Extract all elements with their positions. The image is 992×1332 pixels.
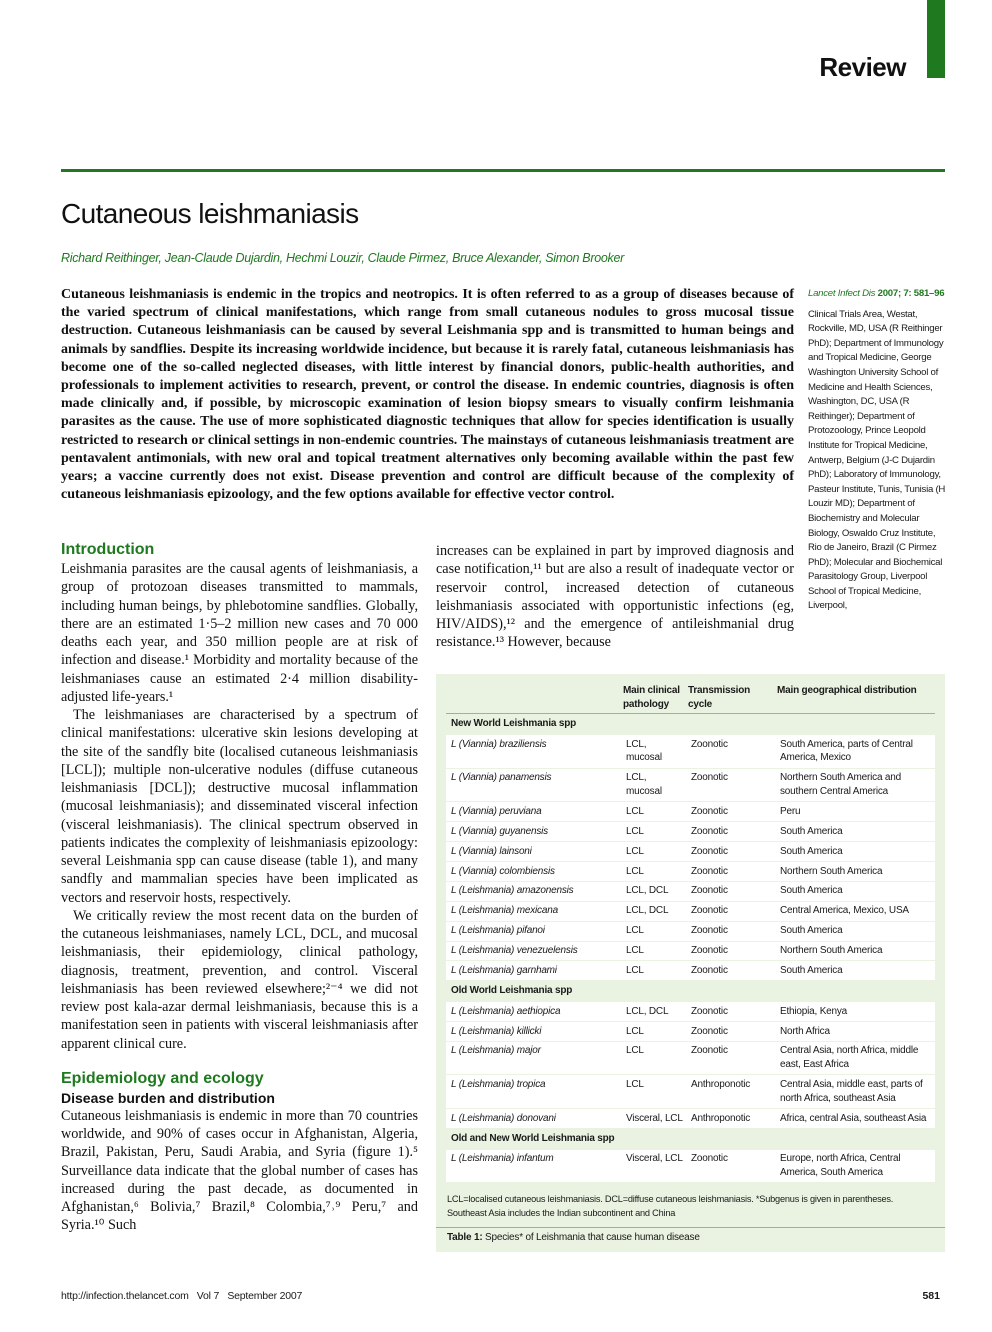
- distribution-cell: Central Asia, middle east, parts of north Africa, southeast Asia: [775, 1075, 935, 1109]
- species-cell: L (Leishmania) garnhami: [446, 961, 621, 981]
- table-caption-text: Species* of Leishmania that cause human disease: [485, 1232, 700, 1243]
- distribution-cell: Northern South America: [775, 861, 935, 881]
- distribution-cell: South America: [775, 961, 935, 981]
- body-column-2: [436, 542, 794, 652]
- transmission-cell: Zoonotic: [686, 1041, 775, 1075]
- author-list: Richard Reithinger, Jean-Claude Dujardin, Hechmi Louzir, Claude Pirmez, Bruce Alexander, Simon Brooker: [61, 251, 624, 265]
- journal-name: Lancet Infect Dis: [808, 288, 876, 299]
- table-row: [446, 921, 935, 941]
- table-row: [446, 881, 935, 901]
- table-row: [446, 735, 935, 769]
- article-title: Cutaneous leishmaniasis: [61, 198, 359, 229]
- species-cell: L (Viannia) panamensis: [446, 768, 621, 802]
- distribution-cell: South America: [775, 881, 935, 901]
- species-cell: L (Leishmania) killicki: [446, 1021, 621, 1041]
- distribution-cell: South America: [775, 822, 935, 842]
- footer-journal-info: http://infection.thelancet.com Vol 7 September 2007: [61, 1290, 303, 1302]
- table-row: [446, 1021, 935, 1041]
- page-number: 581: [922, 1290, 940, 1302]
- table-1: [446, 680, 935, 1183]
- transmission-cell: Zoonotic: [686, 822, 775, 842]
- table-row: [446, 802, 935, 822]
- species-cell: L (Viannia) braziliensis: [446, 735, 621, 769]
- header-rule: [61, 169, 945, 172]
- distribution-cell: North Africa: [775, 1021, 935, 1041]
- table-row: [446, 1149, 935, 1183]
- transmission-cell: Anthroponotic: [686, 1108, 775, 1128]
- table-row: [446, 961, 935, 981]
- table-group-row: [446, 1128, 935, 1149]
- distribution-cell: Europe, north Africa, Central America, South America: [775, 1149, 935, 1183]
- transmission-cell: Zoonotic: [686, 735, 775, 769]
- table-group-label: New World Leishmania spp: [446, 714, 935, 735]
- table-row: [446, 941, 935, 961]
- table-row: [446, 768, 935, 802]
- header-distribution: Main geographical distribution: [775, 680, 935, 714]
- transmission-cell: Zoonotic: [686, 961, 775, 981]
- transmission-cell: Zoonotic: [686, 768, 775, 802]
- table-row: [446, 861, 935, 881]
- distribution-cell: Peru: [775, 802, 935, 822]
- citation-volume: 2007; 7: 581–96: [875, 288, 945, 299]
- distribution-cell: Africa, central Asia, southeast Asia: [775, 1108, 935, 1128]
- pathology-cell: LCL, mucosal: [621, 735, 686, 769]
- burden-paragraph: Cutaneous leishmaniasis is endemic in more than 70 countries worldwide, and 90% of cases occur in Afghanistan, Algeria, Brazil, Pakistan, Peru, Saudi Arabia, and Syria (figure 1).⁵ Surveillance data indicate that the global number of cases has increased during the past decade, as documented in Afghanistan,⁶ Bolivia,⁷ Brazil,⁸ Colombia,⁷˒⁹ Peru,⁷ and Syria.¹⁰ Such: [61, 1107, 418, 1234]
- pathology-cell: Visceral, LCL: [621, 1149, 686, 1183]
- species-cell: L (Leishmania) aethiopica: [446, 1002, 621, 1022]
- table-footnote: LCL=localised cutaneous leishmaniasis. DCL=diffuse cutaneous leishmaniasis. *Subgenus is given in parentheses. Southeast Asia includes the Indian subcontinent and China: [447, 1194, 894, 1218]
- table-row: [446, 1075, 935, 1109]
- pathology-cell: LCL: [621, 1075, 686, 1109]
- intro-paragraph-2: The leishmaniases are characterised by a spectrum of clinical manifestations: ulcerative skin lesions developing at the site of the sandfly bite (localised cutaneous leishmaniasis [LCL]); multiple non-ulcerative nodules (diffuse cutaneous leishmaniasis [DCL]); destructive mucosal inflammation (mucosal leishmaniasis); and disseminated visceral infection (visceral leishmaniasis). The clinical spectrum observed in patients indicates the complexity of leishmaniasis epizoology: several Leishmania spp can cause disease (table 1), and many sandfly and mammalian species have been implicated as vectors and reservoir hosts, respectively.: [61, 707, 418, 906]
- table-row: [446, 1041, 935, 1075]
- table-row: [446, 901, 935, 921]
- species-cell: L (Leishmania) tropica: [446, 1075, 621, 1109]
- species-table: [446, 680, 935, 1183]
- distribution-cell: Central America, Mexico, USA: [775, 901, 935, 921]
- intro-paragraph-1: Leishmania parasites are the causal agents of leishmaniasis, a group of protozoan diseases transmitted to mammals, including human beings, by phlebotomine sandflies. Globally, there are an estimated 1·5–2 million new cases and 70 000 deaths each year, and 350 million people are at risk of infection and disease.¹ Morbidity and mortality because of the leishmaniases cause an estimated 2·4 million disability-adjusted life-years.¹: [61, 561, 418, 705]
- transmission-cell: Zoonotic: [686, 881, 775, 901]
- pathology-cell: LCL, DCL: [621, 901, 686, 921]
- species-cell: L (Leishmania) mexicana: [446, 901, 621, 921]
- abstract: Cutaneous leishmaniasis is endemic in the tropics and neotropics. It is often referred to as a group of diseases because of the varied spectrum of clinical manifestations, which range from small cutaneous nodules to gross mucosal tissue destruction. Cutaneous leishmaniasis can be caused by several Leishmania spp and is transmitted to human beings and animals by sandflies. Despite its increasing worldwide incidence, but because it is rarely fatal, cutaneous leishmaniasis has become one of the so-called neglected diseases, with little interest by financial donors, public-health authorities, and professionals to implement activities to research, prevent, or control the disease. In endemic countries, diagnosis is often made clinically and, if possible, by microscopic examination of lesion biopsy smears to visually confirm leishmania parasites as the cause. The use of more sophisticated diagnostic techniques that allow for species identification is usually restricted to research or clinical settings in non-endemic countries. The mainstays of cutaneous leishmaniasis treatment are pentavalent antimonials, with new oral and topical treatment alternatives only becoming available within the past few years; a vaccine currently does not exist. Disease prevention and control are difficult because of the complexity of cutaneous leishmaniasis epizoology, and the few options available for effective vector control.: [61, 287, 794, 503]
- transmission-cell: Zoonotic: [686, 1149, 775, 1183]
- table-group-label: Old and New World Leishmania spp: [446, 1128, 935, 1149]
- table-caption: [447, 1232, 700, 1243]
- distribution-cell: Northern South America: [775, 941, 935, 961]
- pathology-cell: LCL: [621, 802, 686, 822]
- pathology-cell: LCL: [621, 1041, 686, 1075]
- transmission-cell: Zoonotic: [686, 802, 775, 822]
- table-group-label: Old World Leishmania spp: [446, 981, 935, 1002]
- pathology-cell: LCL: [621, 961, 686, 981]
- pathology-cell: Visceral, LCL: [621, 1108, 686, 1128]
- table-row: [446, 822, 935, 842]
- distribution-cell: South America: [775, 842, 935, 862]
- transmission-cell: Zoonotic: [686, 842, 775, 862]
- header-pathology: Main clinical pathology: [621, 680, 686, 714]
- species-cell: L (Leishmania) major: [446, 1041, 621, 1075]
- transmission-cell: Zoonotic: [686, 1021, 775, 1041]
- species-cell: L (Viannia) peruviana: [446, 802, 621, 822]
- pathology-cell: LCL, DCL: [621, 1002, 686, 1022]
- body-column-1: [61, 540, 418, 1235]
- species-cell: L (Leishmania) pifanoi: [446, 921, 621, 941]
- species-cell: L (Leishmania) amazonensis: [446, 881, 621, 901]
- epidemiology-heading: Epidemiology and ecology: [61, 1069, 264, 1087]
- pathology-cell: LCL, DCL: [621, 881, 686, 901]
- pathology-cell: LCL: [621, 941, 686, 961]
- species-cell: L (Viannia) colombiensis: [446, 861, 621, 881]
- accent-bar: [927, 0, 945, 78]
- pathology-cell: LCL: [621, 1021, 686, 1041]
- species-cell: L (Leishmania) infantum: [446, 1149, 621, 1183]
- pathology-cell: LCL: [621, 822, 686, 842]
- table-row: [446, 1002, 935, 1022]
- pathology-cell: LCL: [621, 861, 686, 881]
- table-body: [446, 714, 935, 1183]
- species-cell: L (Leishmania) donovani: [446, 1108, 621, 1128]
- intro-paragraph-3: We critically review the most recent data on the burden of the cutaneous leishmaniases, namely LCL, DCL, and mucosal leishmaniasis, their epidemiology, clinical pathology, diagnosis, treatment, prevention, and control. Visceral leishmaniasis has been reviewed elsewhere;²⁻⁴ we did not review post kala-azar dermal leishmaniasis, because this is a manifestation seen in patients with visceral leishmaniasis after apparent clinical cure.: [61, 907, 418, 1052]
- transmission-cell: Zoonotic: [686, 941, 775, 961]
- distribution-cell: Ethiopia, Kenya: [775, 1002, 935, 1022]
- distribution-cell: Northern South America and southern Central America: [775, 768, 935, 802]
- table-group-row: [446, 981, 935, 1002]
- affiliations: Clinical Trials Area, Westat, Rockville, MD, USA (R Reithinger PhD); Department of Immunology and Tropical Medicine, George Washington University School of Medicine and Health Sciences, Washington, DC, USA (R Reithinger); Department of Protozoology, Prince Leopold Institute for Tropical Medicine, Antwerp, Belgium (J-C Dujardin PhD); Laboratory of Immunology, Pasteur Institute, Tunis, Tunisia (H Louzir MD); Department of Biochemistry and Molecular Biology, Oswaldo Cruz Institute, Rio de Janeiro, Brazil (C Pirmez PhD); Molecular and Biochemical Parasitology Group, Liverpool School of Tropical Medicine, Liverpool,: [808, 308, 946, 612]
- table-caption-label: Table 1:: [447, 1232, 483, 1243]
- species-cell: L (Leishmania) venezuelensis: [446, 941, 621, 961]
- species-cell: L (Viannia) guyanensis: [446, 822, 621, 842]
- introduction-heading: Introduction: [61, 541, 155, 558]
- section-label: Review: [819, 52, 906, 82]
- pathology-cell: LCL: [621, 921, 686, 941]
- distribution-cell: Central Asia, north Africa, middle east, East Africa: [775, 1041, 935, 1075]
- burden-subheading: Disease burden and distribution: [61, 1089, 275, 1106]
- distribution-cell: South America: [775, 921, 935, 941]
- transmission-cell: Zoonotic: [686, 1002, 775, 1022]
- pathology-cell: LCL: [621, 842, 686, 862]
- table-header-row: [446, 680, 935, 714]
- header-species: [446, 680, 621, 714]
- table-caption-rule: [436, 1227, 945, 1228]
- transmission-cell: Zoonotic: [686, 921, 775, 941]
- table-row: [446, 842, 935, 862]
- distribution-cell: South America, parts of Central America, Mexico: [775, 735, 935, 769]
- table-row: [446, 1108, 935, 1128]
- sidebar-notes: [808, 287, 948, 614]
- species-cell: L (Viannia) lainsoni: [446, 842, 621, 862]
- table-group-row: [446, 714, 935, 735]
- pathology-cell: LCL, mucosal: [621, 768, 686, 802]
- transmission-cell: Anthroponotic: [686, 1075, 775, 1109]
- transmission-cell: Zoonotic: [686, 861, 775, 881]
- citation: [808, 287, 948, 302]
- col2-paragraph: increases can be explained in part by improved diagnosis and case notification,¹¹ but are also a result of inadequate vector or reservoir control, increased detection of cutaneous leishmaniasis associated with opportunistic infections (eg, HIV/AIDS),¹² and the emergence of antileishmanial drug resistance.¹³ However, because: [436, 543, 794, 651]
- transmission-cell: Zoonotic: [686, 901, 775, 921]
- header-transmission: Transmission cycle: [686, 680, 775, 714]
